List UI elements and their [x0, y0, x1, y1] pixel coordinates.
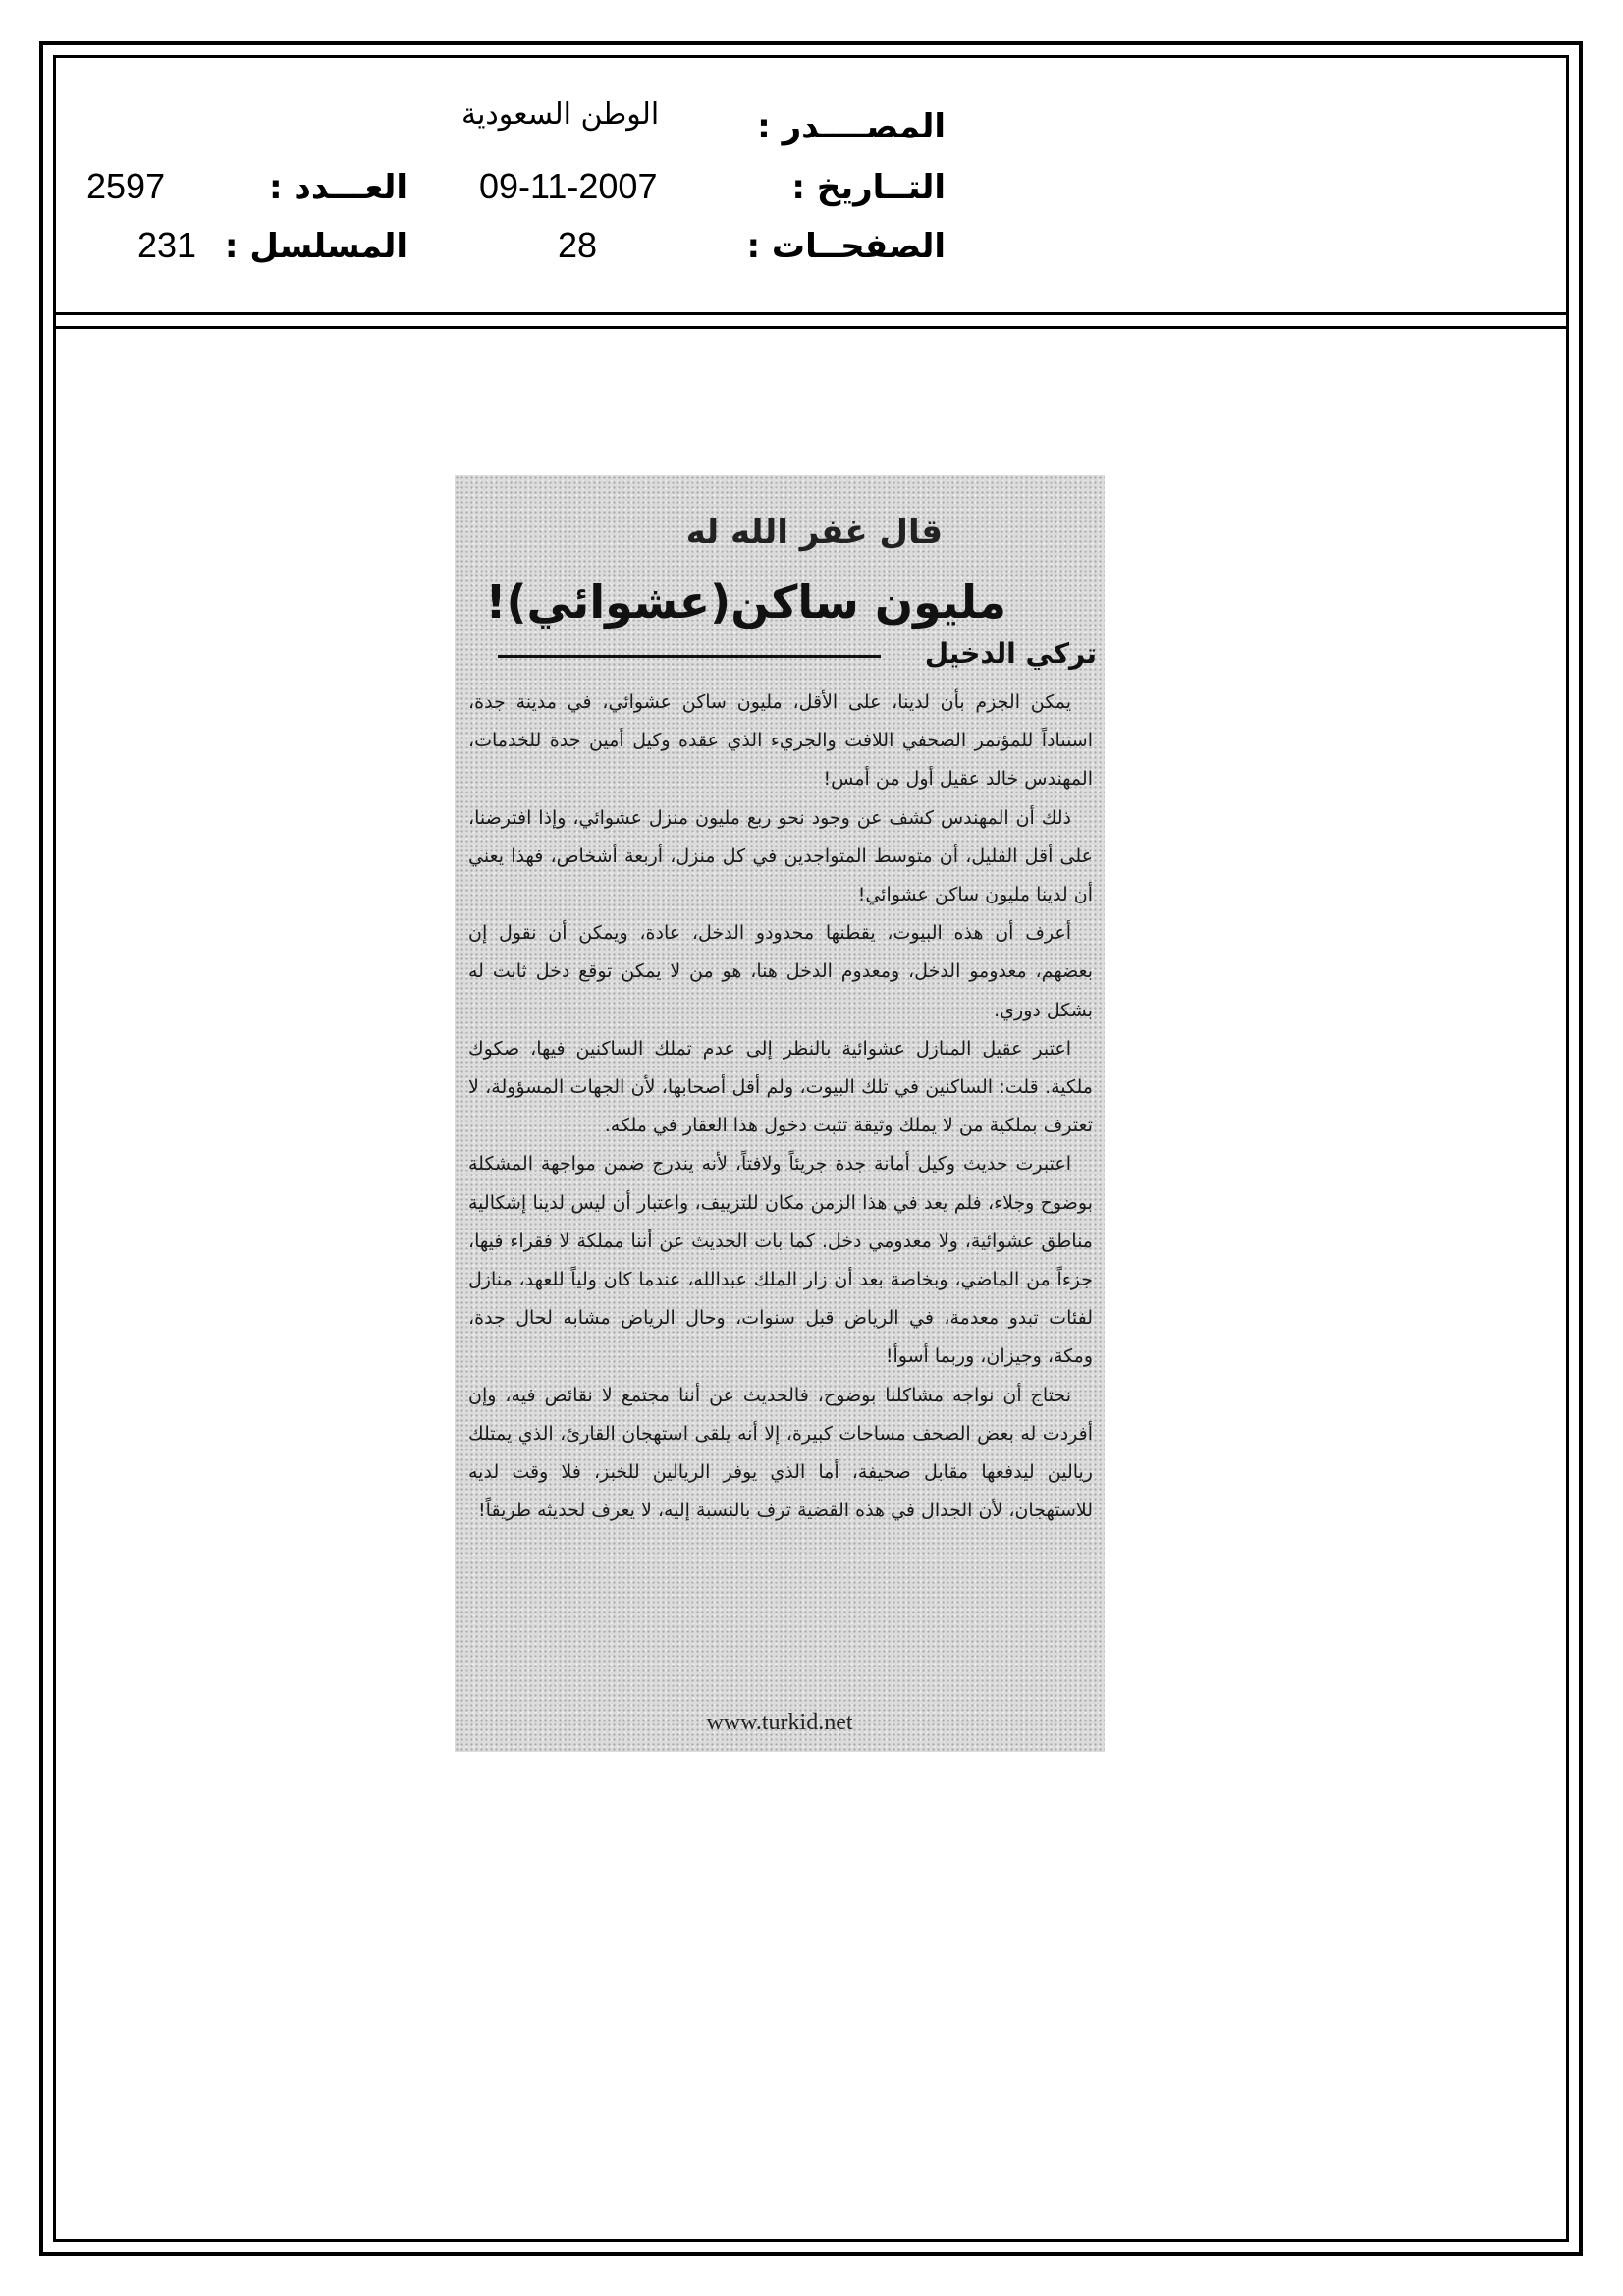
date-value: 09-11-2007	[479, 166, 658, 206]
source-label: المصــــدر :	[757, 107, 946, 146]
article-paragraph: يمكن الجزم بأن لدينا، على الأقل، مليون ساكن عشوائي، في مدينة جدة، استناداً للمؤتمر الصحفي اللافت والجريء الذي عقده وكيل أمين جدة للخدمات، المهندس خالد عقيل أول من أمس!	[468, 691, 1093, 791]
byline-rule	[498, 655, 881, 658]
newspaper-clipping	[455, 475, 1105, 1752]
header-divider-inner	[53, 326, 1569, 329]
article-paragraph: اعتبرت حديث وكيل أمانة جدة جريئاً ولافتاً، لأنه يندرج ضمن مواجهة المشكلة بوضوح وجلاء، فلم يعد في هذا الزمن مكان للتزييف، واعتبار أن ليس لدينا إشكالية مناطق عشوائية، ولا معدومي دخل. كما بات الحديث عن أننا مملكة لا فقراء فيها، جزءاً من الماضي، وبخاصة بعد أن زار الملك عبدالله، عندما كان ولياً للعهد، منازل لفئات تبدو معدمة، في الرياض قبل سنوات، وحال الرياض مشابه لحال جدة، ومكة، وجيزان، وربما أسوأ!	[468, 1153, 1093, 1368]
serial-value: 231	[137, 225, 197, 265]
article-paragraph: اعتبر عقيل المنازل عشوائية بالنظر إلى عدم تملك الساكنين فيها، صكوك ملكية. قلت: الساكنين في تلك البيوت، ولم أقل أصحابها، لأن الجهات المسؤولة، لا تعترف بملكية من لا يملك وثيقة تثبت دخول هذا العقار في ملكه.	[468, 1037, 1093, 1137]
date-label: التــاريخ :	[791, 168, 946, 207]
header-divider	[53, 312, 1569, 315]
article-body	[468, 683, 1093, 1530]
issue-label: العـــدد :	[269, 168, 407, 207]
source-value: الوطن السعودية	[461, 97, 660, 132]
article-headline: مليون ساكن(عشوائي)!	[485, 575, 1006, 629]
author-name: تركي الدخيل	[924, 637, 1097, 670]
pages-label: الصفحــات :	[746, 227, 946, 266]
pages-value: 28	[558, 225, 598, 265]
issue-value: 2597	[86, 166, 166, 206]
article-paragraph: ذلك أن المهندس كشف عن وجود نحو ربع مليون منزل عشوائي، وإذا افترضنا، على أقل القليل، أن متوسط المتواجدين في كل منزل، أربعة أشخاص، فهذا يعني أن لدينا مليون ساكن عشوائي!	[468, 806, 1093, 906]
author-website: www.turkid.net	[706, 1710, 853, 1735]
article-paragraph: أعرف أن هذه البيوت، يقطنها محدودو الدخل، عادة، ويمكن أن نقول إن بعضهم، معدومو الدخل، ومعدوم الدخل هنا، هو من لا يمكن توقع دخل ثابت له بشكل دوري.	[468, 922, 1093, 1021]
article-paragraph: نحتاج أن نواجه مشاكلنا بوضوح، فالحديث عن أننا مجتمع لا نقائص فيه، وإن أفردت له بعض الصحف مساحات كبيرة، إلا أنه يلقى استهجان القارئ، الذي يمتلك ريالين ليدفعها مقابل صحيفة، أما الذي يوفر الريالين للخبز، فلا وقت لديه للاستهجان، لأن الجدال في هذه القضية ترف بالنسبة إليه، لا يعرف لحديثه طريقاً!	[468, 1384, 1093, 1522]
byline	[468, 637, 1097, 677]
column-kicker: قال غفر الله له	[685, 513, 943, 552]
serial-label: المسلسل :	[224, 227, 407, 266]
